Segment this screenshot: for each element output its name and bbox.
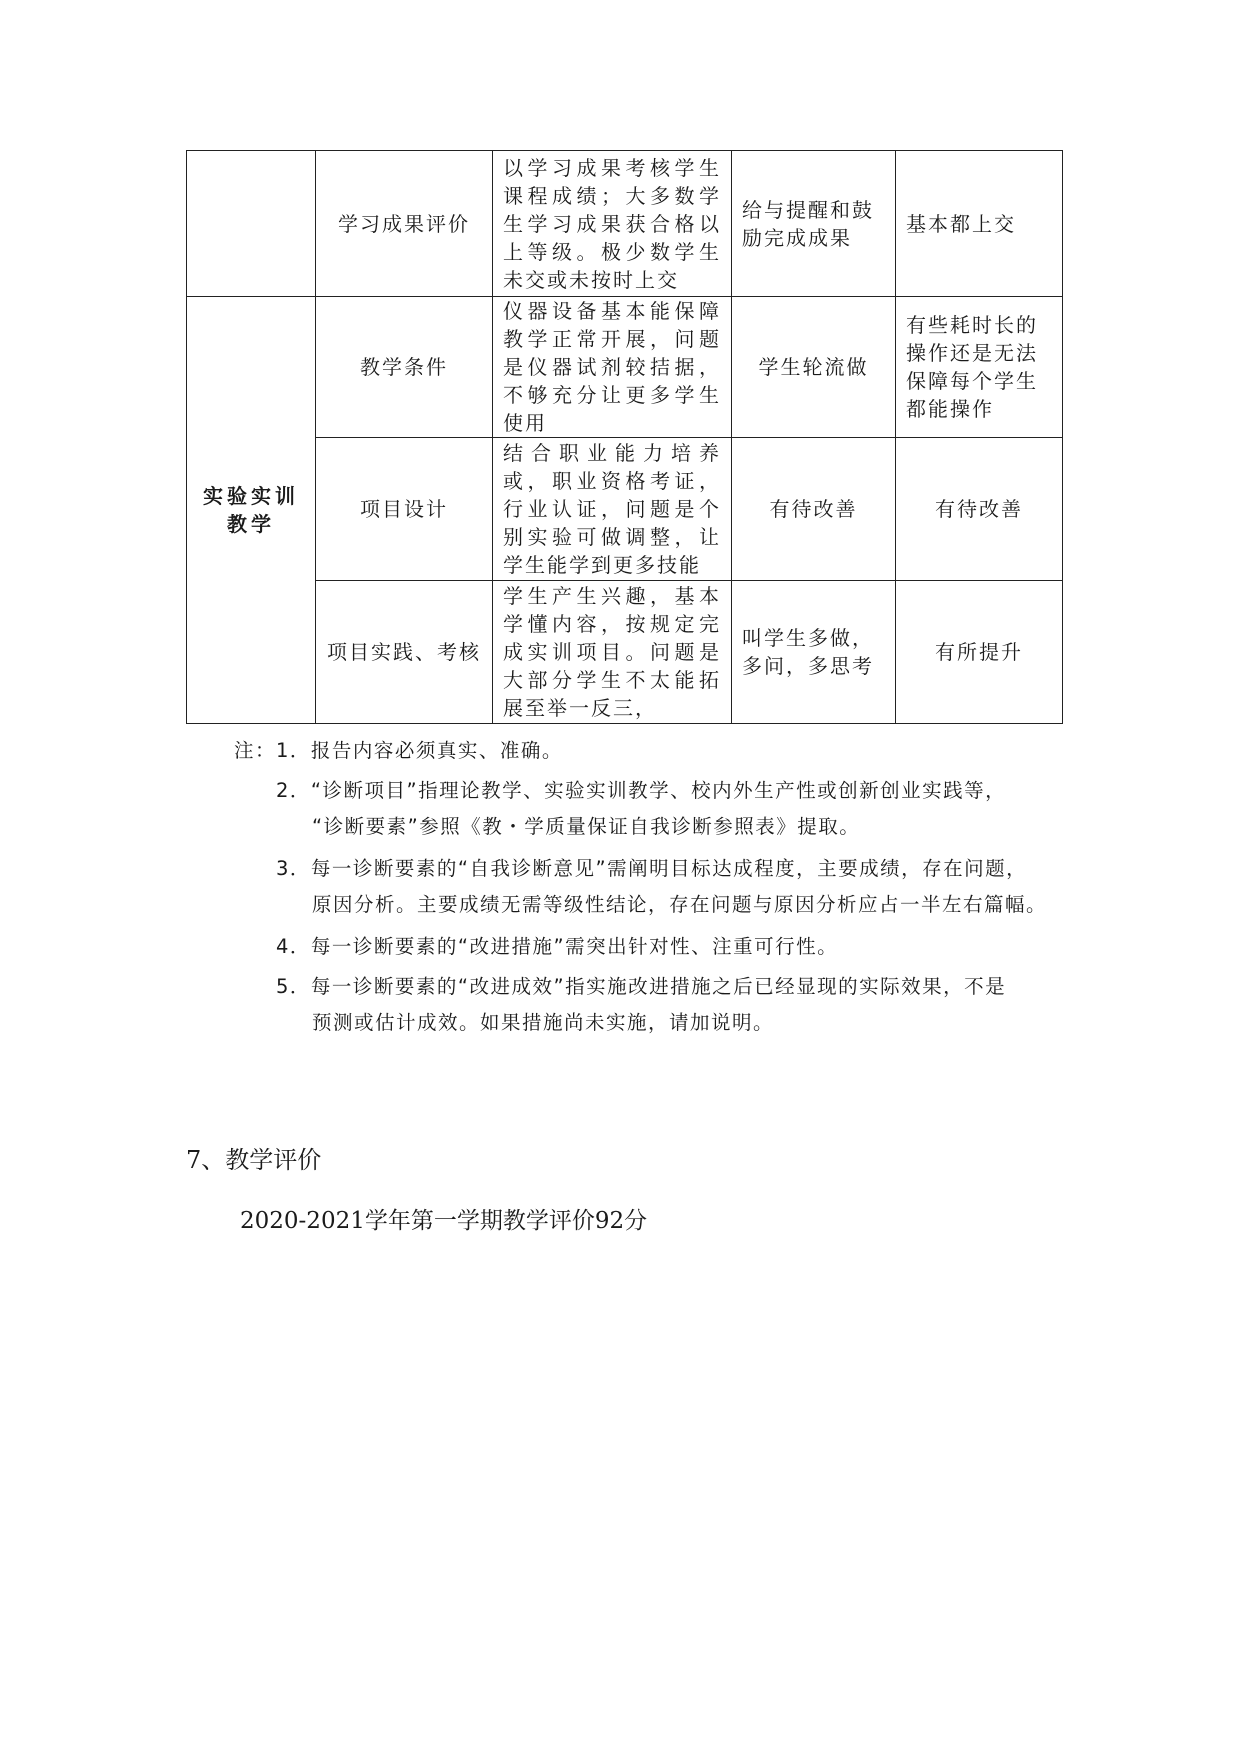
note-2-line-2: “诊断要素”参照《教・学质量保证自我诊断参照表》提取。 <box>312 815 861 838</box>
note-3-line-2: 原因分析。主要成绩无需等级性结论，存在问题与原因分析应占一半左右篇幅。 <box>312 893 1048 916</box>
self-diagnosis-cell: 以学习成果考核学生课程成绩；大多数学生学习成果获合格以上等级。极少数学生未交或未按时上交 <box>493 151 732 297</box>
self-diagnosis-cell: 仪器设备基本能保障教学正常开展，问题是仪器试剂较拮据，不够充分让更多学生使用 <box>493 297 732 438</box>
note-5-line-1: 5．每一诊断要素的“改进成效”指实施改进措施之后已经显现的实际效果，不是 <box>276 975 1007 998</box>
diagnosis-element-cell: 项目实践、考核 <box>316 581 493 724</box>
self-diagnosis-cell: 学生产生兴趣，基本学懂内容，按规定完成实训项目。问题是大部分学生不太能拓展至举一反三， <box>493 581 732 724</box>
improvement-effect-cell: 有所提升 <box>896 581 1063 724</box>
table-row <box>187 581 1063 724</box>
improvement-measure-cell: 叫学生多做，多问，多思考 <box>732 581 896 724</box>
section-title: 7、教学评价 <box>186 1146 322 1174</box>
note-4: 4．每一诊断要素的“改进措施”需突出针对性、注重可行性。 <box>276 935 839 958</box>
section-body: 2020-2021学年第一学期教学评价92分 <box>240 1208 648 1234</box>
improvement-effect-cell: 有待改善 <box>896 438 1063 581</box>
diagnosis-element-cell: 教学条件 <box>316 297 493 438</box>
improvement-effect-cell: 有些耗时长的操作还是无法保障每个学生都能操作 <box>896 297 1063 438</box>
self-diagnosis-cell: 结合职业能力培养或，职业资格考证，行业认证，问题是个别实验可做调整，让学生能学到更多技能 <box>493 438 732 581</box>
improvement-measure-cell: 给与提醒和鼓励完成成果 <box>732 151 896 297</box>
note-1: 1．报告内容必须真实、准确。 <box>276 739 563 762</box>
improvement-measure-cell: 学生轮流做 <box>732 297 896 438</box>
table-row <box>187 438 1063 581</box>
improvement-measure-cell: 有待改善 <box>732 438 896 581</box>
table-row <box>187 151 1063 297</box>
note-5-line-2: 预测或估计成效。如果措施尚未实施，请加说明。 <box>312 1011 775 1034</box>
diagnosis-table <box>186 150 1063 724</box>
diagnosis-project-cell: 实验实训教学 <box>187 297 316 724</box>
diagnosis-element-cell: 项目设计 <box>316 438 493 581</box>
note-2-line-1: 2．“诊断项目”指理论教学、实验实训教学、校内外生产性或创新创业实践等， <box>276 779 1007 802</box>
diagnosis-project-cell <box>187 151 316 297</box>
table-row <box>187 297 1063 438</box>
diagnosis-element-cell: 学习成果评价 <box>316 151 493 297</box>
notes-prefix: 注： <box>234 739 277 762</box>
improvement-effect-cell: 基本都上交 <box>896 151 1063 297</box>
note-3-line-1: 3．每一诊断要素的“自我诊断意见”需阐明目标达成程度，主要成绩，存在问题， <box>276 857 1028 880</box>
